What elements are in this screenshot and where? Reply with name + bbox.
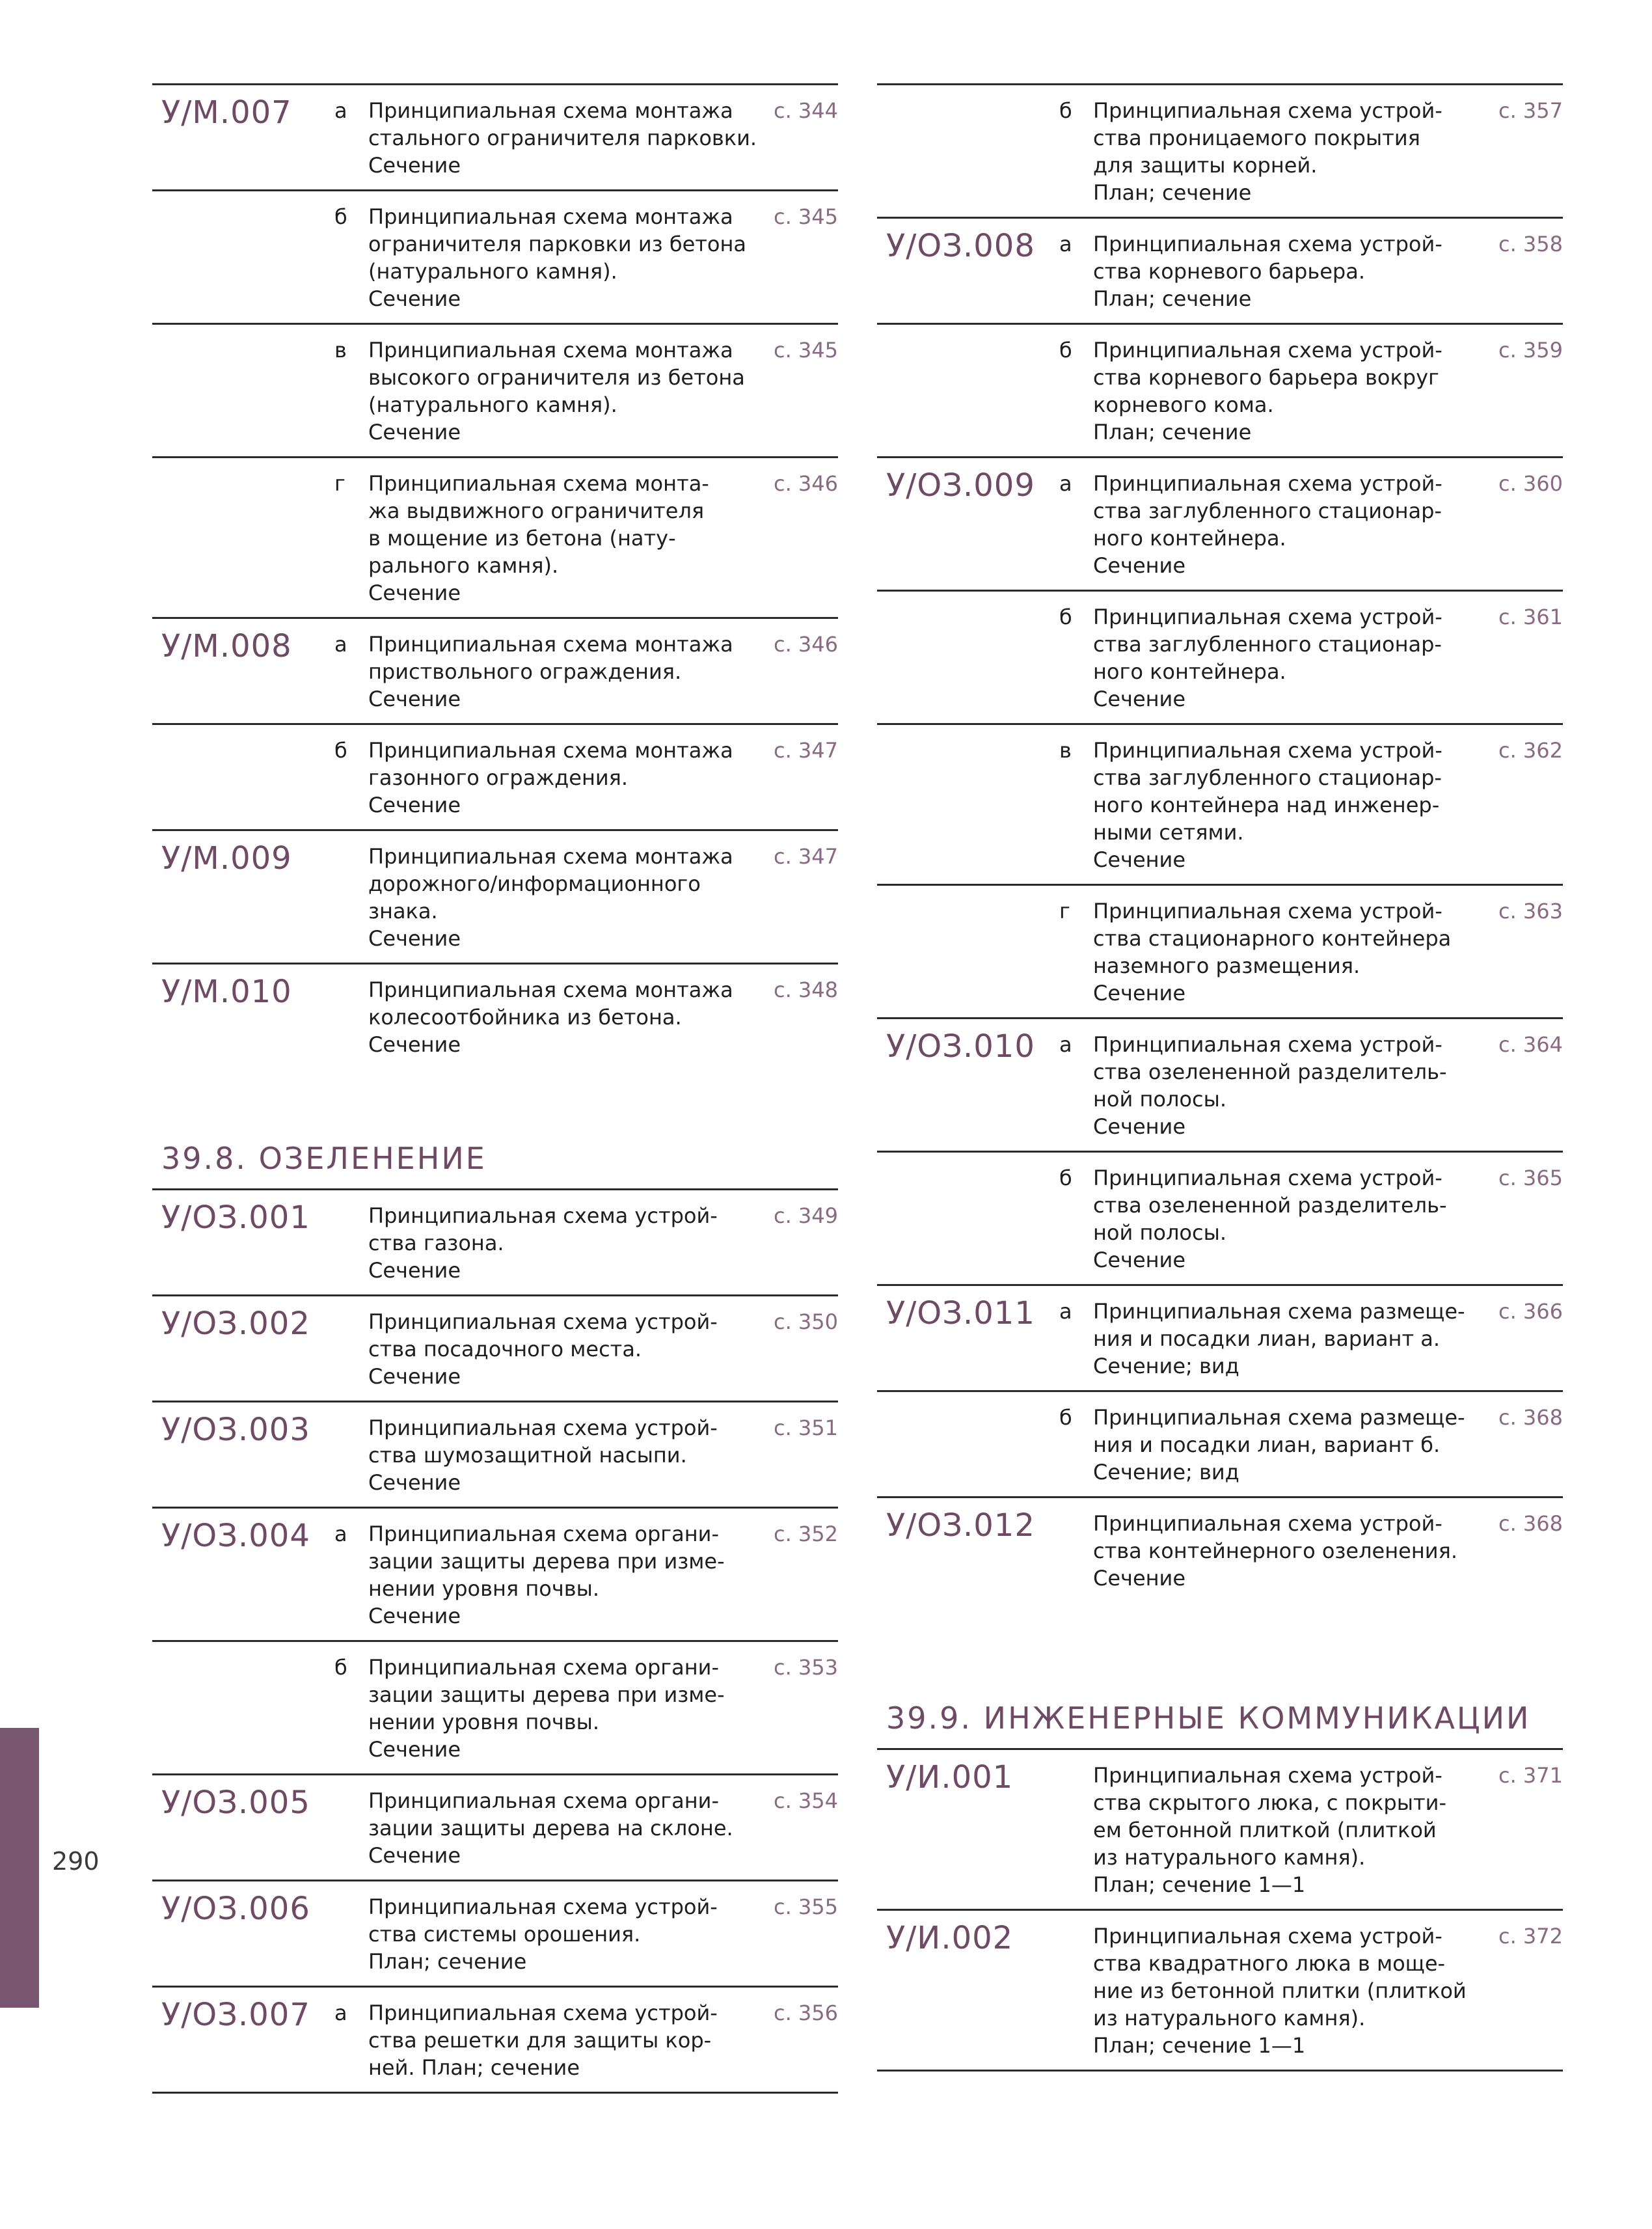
table-row xyxy=(877,217,1563,323)
entry-page-ref: с. 356 xyxy=(773,2001,838,2025)
entry-code: У/ОЗ.006 xyxy=(161,1891,310,1927)
entry-description: Принципиальная схема устрой- ства заглубленного стационар- ного контейнера. Сечение xyxy=(1093,605,1442,711)
entry-variant-letter: а xyxy=(334,98,347,123)
list-utilities xyxy=(877,1748,1563,2072)
table-row xyxy=(877,323,1563,456)
entry-code: У/ОЗ.009 xyxy=(886,467,1035,504)
entry-description: Принципиальная схема устрой- ства заглубленного стационар- ного контейнера над инженер- ными сетями. Сечение xyxy=(1093,738,1442,872)
entry-code: У/ОЗ.001 xyxy=(161,1199,310,1236)
entry-description: Принципиальная схема устрой- ства квадратного люка в моще- ние из бетонной плитки (плиткой из натурального камня). План; сечение 1—1 xyxy=(1093,1924,1467,2058)
entry-description: Принципиальная схема устрой- ства посадочного места. Сечение xyxy=(368,1309,718,1389)
entry-page-ref: с. 346 xyxy=(773,632,838,657)
entry-code: У/ОЗ.004 xyxy=(161,1518,310,1554)
entry-code: У/М.009 xyxy=(161,840,292,877)
entry-page-ref: с. 353 xyxy=(773,1655,838,1680)
entry-description: Принципиальная схема устрой- ства стационарного контейнера наземного размещения. Сечение xyxy=(1093,899,1452,1005)
entry-description: Принципиальная схема устрой- ства системы орошения. План; сечение xyxy=(368,1894,718,1974)
entry-variant-letter: а xyxy=(334,632,347,657)
entry-page-ref: с. 345 xyxy=(773,338,838,362)
entry-description: Принципиальная схема устрой- ства озелененной разделитель- ной полосы. Сечение xyxy=(1093,1166,1447,1272)
section-heading-greening: 39.8. ОЗЕЛЕНЕНИЕ xyxy=(161,1141,487,1176)
table-row xyxy=(877,1017,1563,1151)
table-row xyxy=(152,189,838,323)
entry-description: Принципиальная схема монтажа стального ограничителя парковки. Сечение xyxy=(368,98,757,178)
table-row xyxy=(877,456,1563,590)
table-row xyxy=(152,323,838,456)
entry-variant-letter: в xyxy=(334,338,347,362)
entry-code: У/И.002 xyxy=(886,1920,1014,1956)
entry-code: У/М.010 xyxy=(161,974,292,1010)
entry-page-ref: с. 347 xyxy=(773,844,838,869)
table-row xyxy=(152,829,838,963)
entry-variant-letter: а xyxy=(1059,232,1072,256)
entry-page-ref: с. 360 xyxy=(1498,471,1563,496)
entry-code: У/ОЗ.010 xyxy=(886,1028,1035,1065)
table-row xyxy=(877,83,1563,217)
entry-code: У/М.008 xyxy=(161,628,292,664)
table-row xyxy=(877,723,1563,884)
table-row xyxy=(877,884,1563,1017)
list-greening-continued xyxy=(877,83,1563,1602)
right-column xyxy=(877,83,1563,2072)
table-row xyxy=(152,963,838,1069)
entry-description: Принципиальная схема устрой- ства решетки для защиты кор- ней. План; сечение xyxy=(368,2001,718,2080)
entry-variant-letter: а xyxy=(334,1522,347,1546)
entry-page-ref: с. 350 xyxy=(773,1309,838,1334)
entry-page-ref: с. 348 xyxy=(773,978,838,1002)
table-row xyxy=(877,1151,1563,1284)
entry-description: Принципиальная схема размеще- ния и посадки лиан, вариант б. Сечение; вид xyxy=(1093,1405,1465,1484)
table-row xyxy=(877,1496,1563,1602)
entry-variant-letter: б xyxy=(1059,338,1072,362)
entry-page-ref: с. 368 xyxy=(1498,1511,1563,1536)
entry-variant-letter: б xyxy=(334,1655,347,1680)
entry-page-ref: с. 355 xyxy=(773,1894,838,1919)
entry-page-ref: с. 357 xyxy=(1498,98,1563,123)
entry-page-ref: с. 345 xyxy=(773,204,838,229)
list-greening xyxy=(152,1188,838,2094)
entry-description: Принципиальная схема органи- зации защиты дерева при изме- нении уровня почвы. Сечение xyxy=(368,1655,725,1762)
entry-description: Принципиальная схема устрой- ства заглубленного стационар- ного контейнера. Сечение xyxy=(1093,471,1442,578)
entry-description: Принципиальная схема устрой- ства проницаемого покрытия для защиты корней. План; сечение xyxy=(1093,98,1442,205)
entry-description: Принципиальная схема монтажа газонного ограждения. Сечение xyxy=(368,738,733,817)
entry-variant-letter: а xyxy=(334,2001,347,2025)
entry-description: Принципиальная схема устрой- ства шумозащитной насыпи. Сечение xyxy=(368,1415,718,1495)
entry-description: Принципиальная схема устрой- ства корневого барьера. План; сечение xyxy=(1093,232,1442,311)
entry-variant-letter: а xyxy=(1059,1299,1072,1324)
entry-page-ref: с. 358 xyxy=(1498,232,1563,256)
entry-code: У/М.007 xyxy=(161,94,292,131)
entry-variant-letter: г xyxy=(1059,899,1070,923)
entry-variant-letter: б xyxy=(334,738,347,763)
entry-description: Принципиальная схема монтажа приствольного ограждения. Сечение xyxy=(368,632,733,711)
entry-description: Принципиальная схема монтажа колесоотбойника из бетона. Сечение xyxy=(368,978,733,1057)
table-row xyxy=(152,1188,838,1294)
entry-description: Принципиальная схема размеще- ния и посадки лиан, вариант а. Сечение; вид xyxy=(1093,1299,1465,1378)
entry-page-ref: с. 344 xyxy=(773,98,838,123)
entry-variant-letter: г xyxy=(334,471,345,496)
entry-page-ref: с. 368 xyxy=(1498,1405,1563,1430)
list-mafs xyxy=(152,83,838,1069)
table-row xyxy=(152,617,838,723)
table-row xyxy=(877,1284,1563,1390)
entry-page-ref: с. 352 xyxy=(773,1522,838,1546)
table-row xyxy=(877,1390,1563,1496)
entry-page-ref: с. 365 xyxy=(1498,1166,1563,1190)
entry-variant-letter: б xyxy=(334,204,347,229)
entry-page-ref: с. 361 xyxy=(1498,605,1563,629)
section-heading-utilities: 39.9. ИНЖЕНЕРНЫЕ КОММУНИКАЦИИ xyxy=(886,1701,1531,1736)
entry-page-ref: с. 347 xyxy=(773,738,838,763)
entry-page-ref: с. 366 xyxy=(1498,1299,1563,1324)
table-row xyxy=(152,1294,838,1401)
entry-page-ref: с. 359 xyxy=(1498,338,1563,362)
entry-page-ref: с. 364 xyxy=(1498,1032,1563,1057)
entry-description: Принципиальная схема монтажа ограничителя парковки из бетона (натурального камня). Сечение xyxy=(368,204,746,311)
entry-code: У/ОЗ.011 xyxy=(886,1295,1035,1332)
entry-page-ref: с. 346 xyxy=(773,471,838,496)
table-row xyxy=(152,1880,838,1986)
entry-code: У/ОЗ.012 xyxy=(886,1507,1035,1544)
table-row xyxy=(152,1986,838,2092)
entry-variant-letter: б xyxy=(1059,1405,1072,1430)
left-column xyxy=(152,83,838,2094)
page-number: 290 xyxy=(52,1847,100,1876)
entry-description: Принципиальная схема монта- жа выдвижного ограничителя в мощение из бетона (нату- рального камня). Сечение xyxy=(368,471,709,605)
entry-variant-letter: в xyxy=(1059,738,1072,763)
entry-page-ref: с. 349 xyxy=(773,1203,838,1228)
table-row xyxy=(152,723,838,829)
entry-page-ref: с. 351 xyxy=(773,1415,838,1440)
entry-description: Принципиальная схема устрой- ства контейнерного озеленения. Сечение xyxy=(1093,1511,1457,1591)
entry-description: Принципиальная схема устрой- ства скрытого люка, с покрыти- ем бетонной плиткой (плиткой из натурального камня). План; сечение 1—1 xyxy=(1093,1763,1446,1897)
page-side-tab xyxy=(0,1728,39,2008)
entry-variant-letter: а xyxy=(1059,471,1072,496)
entry-variant-letter: а xyxy=(1059,1032,1072,1057)
table-row xyxy=(152,1401,838,1507)
entry-description: Принципиальная схема монтажа высокого ограничителя из бетона (натурального камня). Сечение xyxy=(368,338,745,444)
entry-variant-letter: б xyxy=(1059,98,1072,123)
entry-code: У/ОЗ.008 xyxy=(886,228,1035,264)
entry-code: У/ОЗ.007 xyxy=(161,1997,310,2033)
table-row xyxy=(152,83,838,189)
table-row xyxy=(877,590,1563,723)
table-row xyxy=(877,1909,1563,2070)
entry-page-ref: с. 354 xyxy=(773,1788,838,1813)
bottom-rule xyxy=(152,2092,838,2094)
entry-description: Принципиальная схема органи- зации защиты дерева на склоне. Сечение xyxy=(368,1788,733,1868)
entry-page-ref: с. 363 xyxy=(1498,899,1563,923)
table-row xyxy=(152,1773,838,1880)
entry-variant-letter: б xyxy=(1059,605,1072,629)
entry-code: У/ОЗ.002 xyxy=(161,1306,310,1342)
entry-page-ref: с. 362 xyxy=(1498,738,1563,763)
table-row xyxy=(152,1507,838,1640)
table-row xyxy=(152,1640,838,1773)
entry-code: У/И.001 xyxy=(886,1759,1014,1796)
entry-description: Принципиальная схема устрой- ства газона. Сечение xyxy=(368,1203,718,1283)
table-row xyxy=(152,456,838,617)
entry-description: Принципиальная схема устрой- ства корневого барьера вокруг корневого кома. План; сечение xyxy=(1093,338,1442,444)
entry-code: У/ОЗ.005 xyxy=(161,1785,310,1821)
entry-page-ref: с. 371 xyxy=(1498,1763,1563,1788)
entry-description: Принципиальная схема монтажа дорожного/информационного знака. Сечение xyxy=(368,844,733,951)
bottom-rule xyxy=(877,2070,1563,2072)
entry-description: Принципиальная схема органи- зации защиты дерева при изме- нении уровня почвы. Сечение xyxy=(368,1522,725,1628)
entry-description: Принципиальная схема устрой- ства озелененной разделитель- ной полосы. Сечение xyxy=(1093,1032,1447,1139)
entry-code: У/ОЗ.003 xyxy=(161,1412,310,1448)
table-row xyxy=(877,1748,1563,1909)
entry-variant-letter: б xyxy=(1059,1166,1072,1190)
entry-page-ref: с. 372 xyxy=(1498,1924,1563,1949)
